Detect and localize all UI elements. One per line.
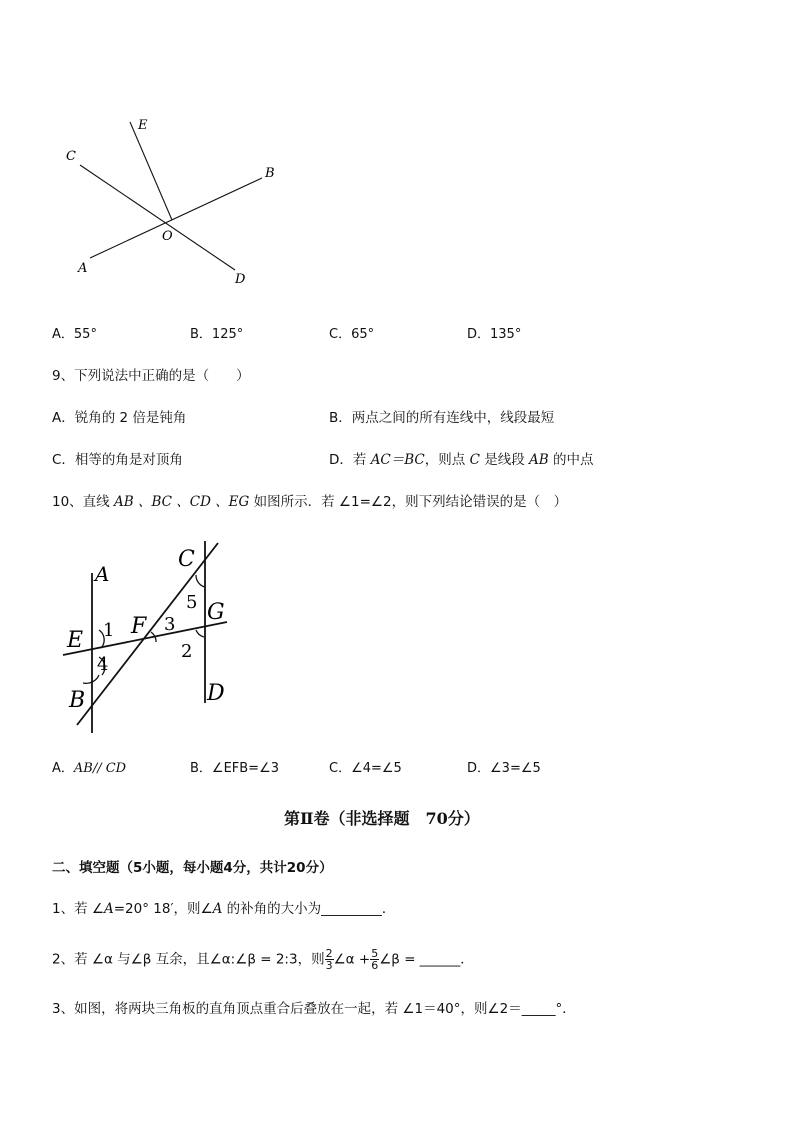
section-fill-in-heading: 二、填空题（5小题，每小题4分，共计20分） — [52, 860, 333, 876]
parallel-lines-figure — [55, 535, 245, 740]
q9-stem: 9、下列说法中正确的是（ ） — [52, 368, 250, 384]
q10-option-a: A．AB// CD — [52, 761, 127, 776]
q10-option-c: C．∠4=∠5 — [329, 761, 402, 776]
fraction-five-sixths: $\frac{5}{6}$ — [371, 947, 379, 972]
fraction-two-thirds: $\frac{2}{3}$ — [325, 947, 333, 972]
fig2-num-3: 3 — [164, 614, 176, 635]
fig2-num-1: 1 — [103, 620, 115, 641]
label-a: A — [78, 261, 88, 276]
label-d: D — [235, 272, 246, 287]
q10-stem: 10、直线 AB 、BC 、CD 、EG 如图所示．若 ∠1=∠2，则下列结论错误的是（ ） — [52, 494, 568, 510]
label-o: O — [162, 229, 173, 244]
fill-q1: 1、若 ∠A=20° 18′，则∠A 的补角的大小为_________． — [52, 901, 396, 917]
q8-option-a: A．55° — [52, 327, 97, 342]
fig2-num-4: 4 — [97, 654, 109, 675]
q10-option-d: D．∠3=∠5 — [467, 761, 541, 776]
fig2-label-f: F — [131, 614, 147, 639]
q10-option-b: B．∠EFB=∠3 — [190, 761, 280, 776]
part2-title: 第Ⅱ卷（非选择题 70分） — [284, 809, 480, 828]
q9-option-d: D．若 AC＝BC，则点 C 是线段 AB 的中点 — [329, 452, 594, 468]
q8-option-b: B．125° — [190, 327, 244, 342]
label-e: E — [138, 118, 148, 133]
q9-option-b: B．两点之间的所有连线中，线段最短 — [329, 410, 555, 426]
fig2-num-2: 2 — [181, 641, 193, 662]
q8-option-c: C．65° — [329, 327, 375, 342]
fig2-label-g: G — [207, 600, 225, 625]
angle-figure — [50, 110, 290, 290]
label-c: C — [66, 149, 76, 164]
q9-option-c: C．相等的角是对顶角 — [52, 452, 183, 468]
fill-q3: 3、如图，将两块三角板的直角顶点重合后叠放在一起，若 ∠1＝40°，则∠2＝_____°． — [52, 1001, 576, 1017]
fig2-label-e: E — [67, 628, 84, 653]
fig2-label-c: C — [178, 547, 195, 572]
q8-option-d: D．135° — [467, 327, 522, 342]
fig2-label-b: B — [69, 688, 86, 713]
q9-option-a: A．锐角的 2 倍是钝角 — [52, 410, 187, 426]
fig2-label-d: D — [207, 681, 225, 706]
fig2-label-a: A — [95, 562, 110, 586]
fig2-num-5: 5 — [186, 592, 198, 613]
label-b: B — [265, 166, 275, 181]
fill-q2: 2、若 ∠α 与∠β 互余，且∠α:∠β = 2:3，则 $\frac{2}{3}$ ∠α + $\frac{5}{6}$ ∠β = ______． — [52, 947, 474, 972]
